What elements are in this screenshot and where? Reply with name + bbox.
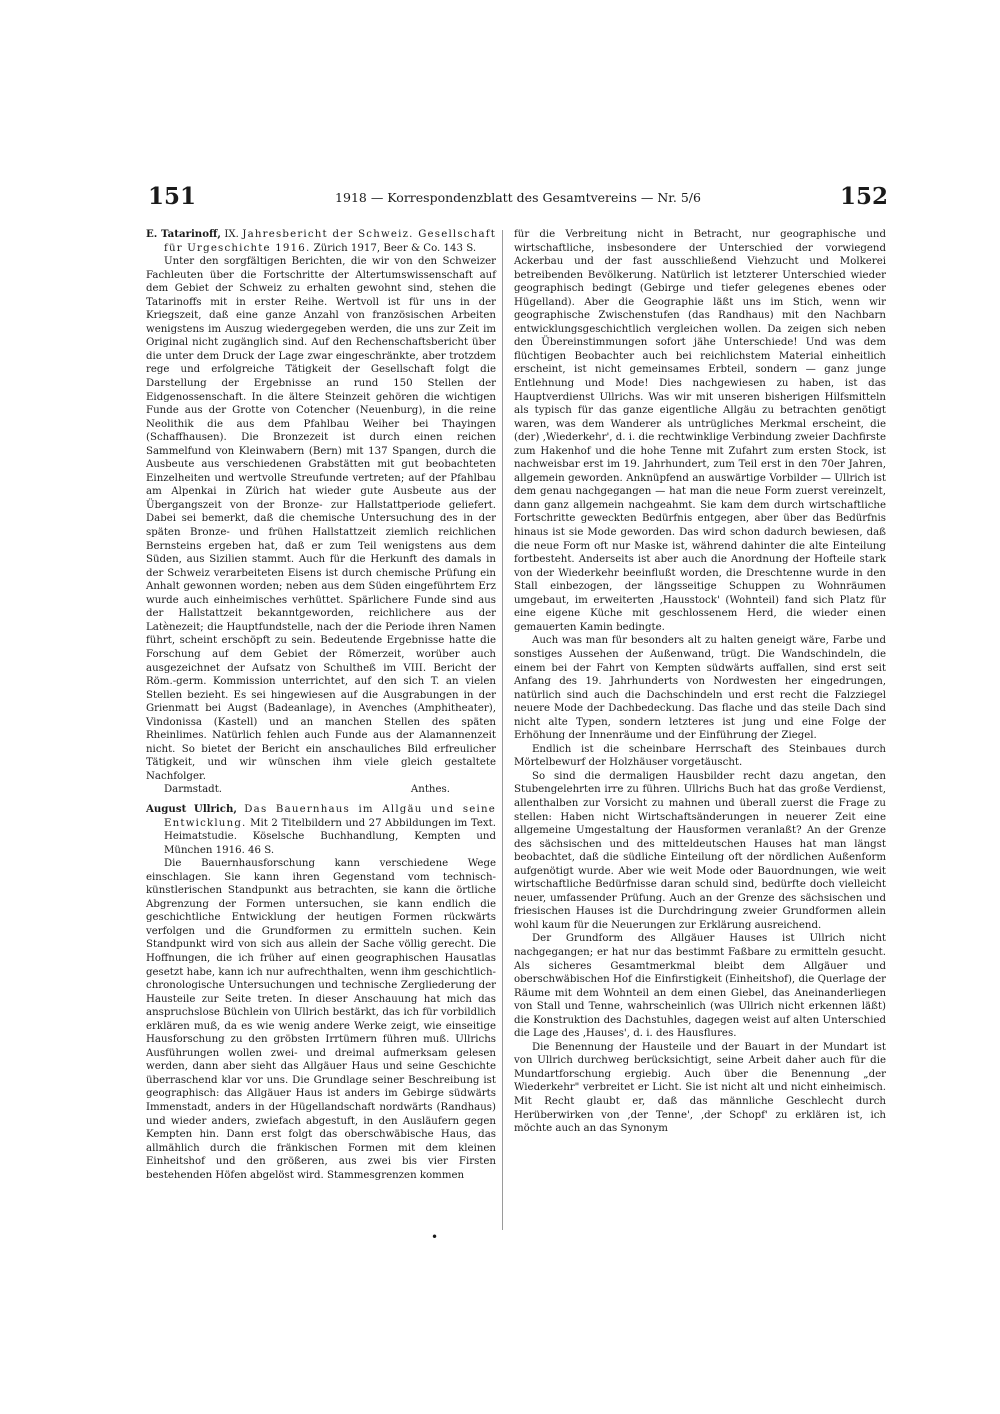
review-body: Die Bauernhausforschung kann verschiedene Wege einschlagen. Sie kann ihren Gegenstand vom technisch-künstlerischen Standpunkt aus betrachten, sie kann die örtliche Abgrenzung der Formen untersuchen, sie kann endlich die geschichtliche Entwicklung der heutigen Formen rückwärts verfolgen und die Grundformen zu ermitteln suchen. Kein Standpunkt wird von sich aus allein der Sache völlig gerecht. Die Hoffnungen, die ich früher auf einen geographischen Hausatlas gesetzt habe, kann ich nur aufrechthalten, wenn ihm geschichtlich-chronologische Untersuchungen und technische Zergliederung der Hausteile zur Seite treten. In dieser Anschauung hat mich das anspruchslose Büchlein von Ullrich bestärkt, das ich für vorbildlich erklären muß, da es wie wenig andere Werke zeigt, wie einseitige Hausforschung zu den gröbsten Irrtümern führen muß. Ullrichs Ausführungen wollen zwei- und dreimal aufmerksam gelesen werden, dann aber sieht das Allgäuer Haus und seine Geschichte überraschend klar vor uns. Die Grundlage seiner Beschreibung ist geographisch: das Allgäuer Haus ist anders im Gebirge südwärts Immenstadt, anders in der Hügellandschaft nordwärts (Randhaus) und wieder anders, zwiefach abgestuft, in den Ausläufern gegen Kempten hin. Dann erst folgt das oberschwäbische Haus, das allmählich durch die fränkischen Formen mit dem kleinen Einheitshof und den größeren, aus zwei bis vier Firsten bestehenden Höfen abgelöst wird. Stammesgrenzen kommen — [146, 858, 496, 1181]
review-signature — [146, 783, 496, 797]
review-publisher: Mit 2 Titelbildern und 27 Abbildungen im Text. Heimatstudie. Köselsche Buchhandlung, Kempten und München 1916. 46 S. — [164, 817, 496, 856]
review-heading — [146, 803, 496, 857]
paragraph: für die Verbreitung nicht in Betracht, nur geographische und wirtschaftliche, insbesondere der Unterschied der vorwiegend Ackerbau und der fast ausschließend Viehzucht und Molkerei betreibenden Bevölkerung. Natürlich ist letzterer Unterschied wieder geographisch bedingt (Gebirge und tiefer gelegenes ebenes oder Hügelland). Aber die Geographie läßt uns im Stich, wenn wir geographische Zwischenstufen (das Randhaus) mit den Nachbarn entwicklungsgeschichtlich vergleichen wollen. Da zeigen sich neben den Übereinstimmungen sofort jähe Unterschiede! Und was dem flüchtigen Beobachter auch bei reichlichstem Material einheitlich erscheint, ist nicht gemeinsames Erbteil, sondern — ganz junge Entlehnung und Mode! Dies nachgewiesen zu haben, ist das Hauptverdienst Ullrichs. Was wir mit unseren bisherigen Hilfsmitteln als typisch für das ganze eigentliche Allgäu zu betrachten genötigt waren, was dem Wanderer als untrügliches Merkmal erscheint, die (der) ‚Wiederkehr', d. i. die rechtwinklige Verbindung zweier Dachfirste zum Hakenhof und die hohe Tenne mit Zufahrt zum ersten Stock, ist nachweisbar erst im 19. Jahrhundert, zum Teil erst in den 70er Jahren, allgemein geworden. Anknüpfend an auswärtige Vorbilder — Ullrich ist dem genau nachgegangen — hat man die neue Form zuerst vereinzelt, dann ganz allgemein nachgeahmt. Sie kam dem durch wirtschaftliche Fortschritte geweckten Bedürfnis entgegen, aber über das Bedürfnis hinaus ist sie Mode geworden. Das wird schon dadurch bewiesen, daß die neue Form oft nur Maske ist, während dahinter die alte Einteilung fortbesteht. Anderseits ist aber auch die Anordnung der Hofteile stark von der Wiederkehr beeinflußt worden, die Dreschtenne wurde in den Stall einbezogen, der längsseitige Schuppen zu Wohnräumen umgebaut, im erweiterten ‚Hausstock' (Wohnteil) fand sich Platz für eine eigene Küche mit geschlossenem Herd, die wieder einen gemauerten Kamin bedingte. — [514, 229, 886, 633]
page-number-right: 152 — [839, 183, 888, 210]
right-column — [514, 228, 886, 1136]
footer-mark: • — [431, 1230, 439, 1244]
review-author: E. Tatarinoff, — [146, 228, 221, 240]
review-book-title: Das Bauernhaus im Allgäu und seine Entwicklung. — [164, 803, 496, 829]
review-volume: IX. — [224, 229, 239, 240]
review-body: Unter den sorgfältigen Berichten, die wir von den Schweizer Fachleuten über die Fortschritte der Altertumswissenschaft auf dem Gebiet der Schweiz zu erhalten gewohnt sind, stehen die Tatarinoffs mit in erster Reihe. Wertvoll ist für uns in der Kriegszeit, daß eine ganze Anzahl von französischen Arbeiten wenigstens im Auszug wiedergegeben werden, die uns zur Zeit im Original nicht zugänglich sind. Auf den Rechenschaftsbericht über die unter dem Druck der Lage zwar eingeschränkte, aber trotzdem rege und erfolgreiche Tätigkeit der Gesellschaft folgt die Darstellung der Ergebnisse an rund 150 Stellen der Eidgenossenschaft. In die ältere Steinzeit gehören die wichtigen Funde aus der Grotte von Cotencher (Neuenburg), in die reine Neolithik die aus dem Pfahlbau Weiher bei Thayingen (Schaffhausen). Die Bronzezeit ist durch einen reichen Sammelfund von Kleinwabern (Bern) mit 137 Spangen, durch die Ausbeute aus verschiedenen Grabstätten mit gut beobachteten Einzelheiten und wertvolle Streufunde vertreten; auf der Pfahlbau am Alpenkai in Zürich hat wieder gute Ausbeute aus der Übergangszeit von der Bronze- zur Hallstattperiode geliefert. Dabei sei bemerkt, daß die chemische Untersuchung des in der späten Bronze- und frühen Hallstattzeit ziemlich reichlichen Bernsteins ergeben hat, daß er zum Teil wenigstens aus dem Süden, aus Sizilien stammt. Auch für die Herkunft des damals in der Schweiz verarbeiteten Eisens ist durch chemische Prüfung ein Anhalt gewonnen worden; neben aus dem Süden eingeführtem Erz wurde auch einheimisches verhüttet. Spärlichere Funde sind aus der Hallstattzeit bekanntgeworden, reichlichere aus der Latènezeit; die Hauptfundstelle, nach der die Periode ihren Namen führt, scheint erschöpft zu sein. Bedeutende Ergebnisse hatte die Forschung auf dem Gebiet der Römerzeit, worüber auch ausgezeichnet der Aufsatz von Schultheß im VIII. Bericht der Röm.-germ. Kommission unterrichtet, auf den sich T. an vielen Stellen bezieht. Es sei hingewiesen auf die Ausgrabungen in der Grienmatt bei Augst (Badeanlage), in Avenches (Amphitheater), Vindonissa (Kastell) und an manchen Stellen des späten Rheinlimes. Natürlich fehlen auch Funde aus der Alamannenzeit nicht. So bietet der Bericht ein anschauliches Bild erfreulicher Tätigkeit, und wir wünschen ihm viele gleich gestaltete Nachfolger. — [146, 256, 496, 782]
review-book-title: Jahresbericht der Schweiz. Gesellschaft für Urgeschichte 1916. — [164, 229, 496, 254]
review-ullrich — [146, 803, 496, 1182]
review-tatarinoff — [146, 228, 496, 797]
signature-place: Darmstadt. — [164, 784, 223, 796]
left-column — [146, 228, 496, 1182]
page-number-left: 151 — [148, 183, 197, 210]
paragraph: Der Grundform des Allgäuer Hauses ist Ullrich nicht nachgegangen; er hat nur das bestimmt Faßbare zu ermitteln gesucht. Als sicheres Gesamtmerkmal bleibt dem Allgäuer und oberschwäbischen Hof die Einfirstigkeit (Einheitshof), die Querlage der Räume mit dem Wohnteil an dem einen Giebel, das Aneinanderliegen von Stall und Tenne, wahrscheinlich (was Ullrich nicht erkennen läßt) die Konstruktion des Dachstuhles, dagegen weist auf alten Unterschied die Lage des ‚Hauses', d. i. des Hausflures. — [514, 933, 886, 1040]
review-author: August Ullrich, — [146, 802, 237, 815]
review-publisher: Zürich 1917, Beer & Co. 143 S. — [313, 242, 477, 254]
column-divider — [502, 230, 503, 1230]
paragraph: So sind die dermaligen Hausbilder recht dazu angetan, den Stubengelehrten irre zu führen. Ullrichs Buch hat das große Verdienst, allenthalben zur Vorsicht zu mahnen und überall zuerst die Frage zu stellen: Haben nicht Wirtschaftsänderungen in neuerer Zeit eine allgemeine Umgestaltung der Hausformen veranlaßt? An der Grenze des sächsischen und des mitteldeutschen Hauses hat man längst beobachtet, daß die südliche Einteilung oft der nördlichen Außenform aufgenötigt wurde. Aber wie weit Mode oder Bauordnungen, wie weit wirtschaftliche Bedürfnisse daran schuld sind, bedürfte doch vielleicht neuer, umfassender Prüfung. Auch an der Grenze des sächsischen und friesischen Hauses ist die Durchdringung zweier Grundformen allein wohl kaum für die Neuerungen zur Erklärung ausreichend. — [514, 770, 886, 931]
paragraph: Auch was man für besonders alt zu halten geneigt wäre, Farbe und sonstiges Aussehen der Außenwand, trügt. Die Wandschindeln, die einem bei der Fahrt von Kempten südwärts auffallen, sind erst seit Anfang des 19. Jahrhunderts von Nordwesten her eingedrungen, natürlich sind auch die Dachschindeln und erst recht die Falzziegel neuere Mode der Dachbedeckung. Das flache und das steile Dach sind nicht alte Typen, sondern letzteres ist jung und eine Folge der Erhöhung der Innenräume und der Einführung der Ziegel. — [514, 635, 886, 742]
paragraph: Die Benennung der Hausteile und der Bauart in der Mundart ist von Ullrich durchweg berücksichtigt, seine Arbeit daher auch für die Mundartforschung ergiebig. Auch über die Benennung „der Wiederkehr" verbreitet er Licht. Sie ist nicht alt und nicht einheimisch. Mit Recht glaubt er, daß das männliche Geschlecht durch Herüberwirken von ‚der Tenne', ‚der Schopf' zu erklären ist, ich möchte auch an das Synonym — [514, 1041, 886, 1135]
signature-reviewer: Anthes. — [410, 784, 450, 796]
running-title: 1918 — Korrespondenzblatt des Gesamtvereins — Nr. 5/6 — [335, 190, 701, 205]
review-heading — [146, 228, 496, 255]
page-header — [148, 182, 888, 216]
paragraph: Endlich ist die scheinbare Herrschaft des Steinbaues durch Mörtelbewurf der Holzhäuser vorgetäuscht. — [514, 743, 886, 769]
